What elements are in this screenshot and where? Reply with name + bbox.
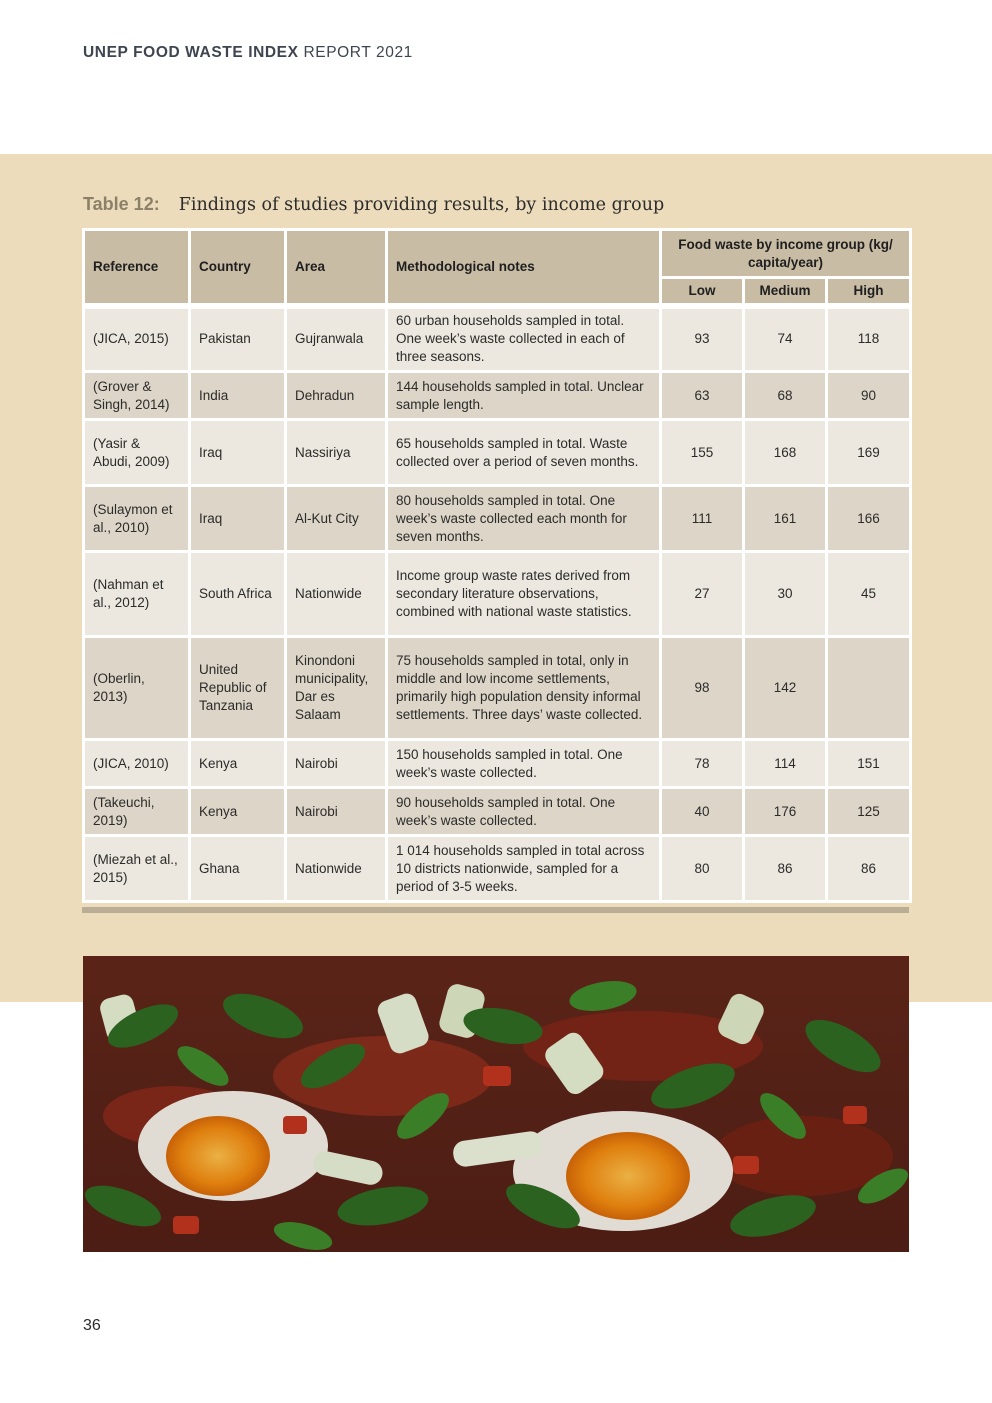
running-head-bold: UNEP FOOD WASTE INDEX <box>83 44 299 61</box>
table-title: Findings of studies providing results, by income group <box>178 195 665 215</box>
cell-medium: 86 <box>744 836 827 902</box>
table-row <box>84 420 911 486</box>
cell-country: Iraq <box>190 486 286 552</box>
table-row <box>84 306 911 372</box>
cell-high: 118 <box>827 306 911 372</box>
running-head-regular: REPORT 2021 <box>303 44 413 61</box>
cell-high: 151 <box>827 740 911 788</box>
col-header-high: High <box>827 278 911 306</box>
cell-country: Pakistan <box>190 306 286 372</box>
findings-table-wrapper <box>82 228 909 913</box>
table-row <box>84 740 911 788</box>
cell-reference: (Sulaymon et al., 2010) <box>84 486 190 552</box>
col-header-medium: Medium <box>744 278 827 306</box>
table-number: Table 12: <box>83 194 160 214</box>
table-bottom-rule <box>82 907 909 913</box>
cell-reference: (Yasir & Abudi, 2009) <box>84 420 190 486</box>
cell-medium: 68 <box>744 372 827 420</box>
col-header-notes: Methodological notes <box>387 230 661 306</box>
cell-reference: (Oberlin, 2013) <box>84 637 190 740</box>
table-row <box>84 372 911 420</box>
table-body <box>84 306 911 902</box>
cell-area: Nationwide <box>286 552 387 637</box>
cell-low: 27 <box>661 552 744 637</box>
cell-country: Kenya <box>190 788 286 836</box>
cell-high: 166 <box>827 486 911 552</box>
cell-notes: 80 households sampled in total. One week’s waste collected each month for seven months. <box>387 486 661 552</box>
cell-low: 93 <box>661 306 744 372</box>
cell-country: Kenya <box>190 740 286 788</box>
cell-country: South Africa <box>190 552 286 637</box>
cell-high: 125 <box>827 788 911 836</box>
table-caption <box>83 194 664 215</box>
col-header-low: Low <box>661 278 744 306</box>
table-row <box>84 552 911 637</box>
cell-high: 169 <box>827 420 911 486</box>
cell-country: United Republic of Tanzania <box>190 637 286 740</box>
table-row <box>84 486 911 552</box>
cell-country: India <box>190 372 286 420</box>
cell-notes: 144 households sampled in total. Unclear sample length. <box>387 372 661 420</box>
cell-medium: 161 <box>744 486 827 552</box>
cell-high: 86 <box>827 836 911 902</box>
findings-table <box>82 228 912 903</box>
cell-area: Gujranwala <box>286 306 387 372</box>
cell-medium: 114 <box>744 740 827 788</box>
cell-low: 98 <box>661 637 744 740</box>
cell-medium: 142 <box>744 637 827 740</box>
cell-medium: 176 <box>744 788 827 836</box>
cell-area: Dehradun <box>286 372 387 420</box>
table-row <box>84 788 911 836</box>
food-photo <box>83 956 909 1252</box>
cell-area: Nairobi <box>286 788 387 836</box>
cell-reference: (JICA, 2015) <box>84 306 190 372</box>
cell-high: 45 <box>827 552 911 637</box>
food-photo-illustration <box>83 956 909 1252</box>
cell-low: 155 <box>661 420 744 486</box>
table-row <box>84 637 911 740</box>
cell-low: 63 <box>661 372 744 420</box>
cell-high: 90 <box>827 372 911 420</box>
cell-notes: 75 households sampled in total, only in middle and low income settlements, primarily high population density informal settlements. Three days’ waste collected. <box>387 637 661 740</box>
cell-low: 40 <box>661 788 744 836</box>
col-header-area: Area <box>286 230 387 306</box>
cell-notes: 60 urban households sampled in total. One week’s waste collected in each of three seasons. <box>387 306 661 372</box>
cell-country: Ghana <box>190 836 286 902</box>
cell-notes: 150 households sampled in total. One week’s waste collected. <box>387 740 661 788</box>
col-header-reference: Reference <box>84 230 190 306</box>
cell-notes: 65 households sampled in total. Waste collected over a period of seven months. <box>387 420 661 486</box>
cell-low: 111 <box>661 486 744 552</box>
cell-notes: Income group waste rates derived from secondary literature observations, combined with national waste statistics. <box>387 552 661 637</box>
cell-area: Al-Kut City <box>286 486 387 552</box>
cell-high <box>827 637 911 740</box>
table-row <box>84 836 911 902</box>
cell-low: 80 <box>661 836 744 902</box>
cell-reference: (Grover & Singh, 2014) <box>84 372 190 420</box>
running-head <box>83 44 413 62</box>
cell-area: Nairobi <box>286 740 387 788</box>
cell-notes: 90 households sampled in total. One week’s waste collected. <box>387 788 661 836</box>
cell-medium: 30 <box>744 552 827 637</box>
cell-low: 78 <box>661 740 744 788</box>
cell-medium: 74 <box>744 306 827 372</box>
cell-reference: (Miezah et al., 2015) <box>84 836 190 902</box>
col-header-country: Country <box>190 230 286 306</box>
cell-reference: (Takeuchi, 2019) <box>84 788 190 836</box>
cell-medium: 168 <box>744 420 827 486</box>
cell-country: Iraq <box>190 420 286 486</box>
table-head <box>84 230 911 306</box>
page-number: 36 <box>83 1317 101 1334</box>
cell-notes: 1 014 households sampled in total across 10 districts nationwide, sampled for a period of 3-5 weeks. <box>387 836 661 902</box>
col-header-income-group: Food waste by income group (kg/ capita/year) <box>661 230 911 278</box>
cell-area: Kinondoni municipality, Dar es Salaam <box>286 637 387 740</box>
cell-reference: (JICA, 2010) <box>84 740 190 788</box>
cell-area: Nassiriya <box>286 420 387 486</box>
cell-area: Nationwide <box>286 836 387 902</box>
cell-reference: (Nahman et al., 2012) <box>84 552 190 637</box>
